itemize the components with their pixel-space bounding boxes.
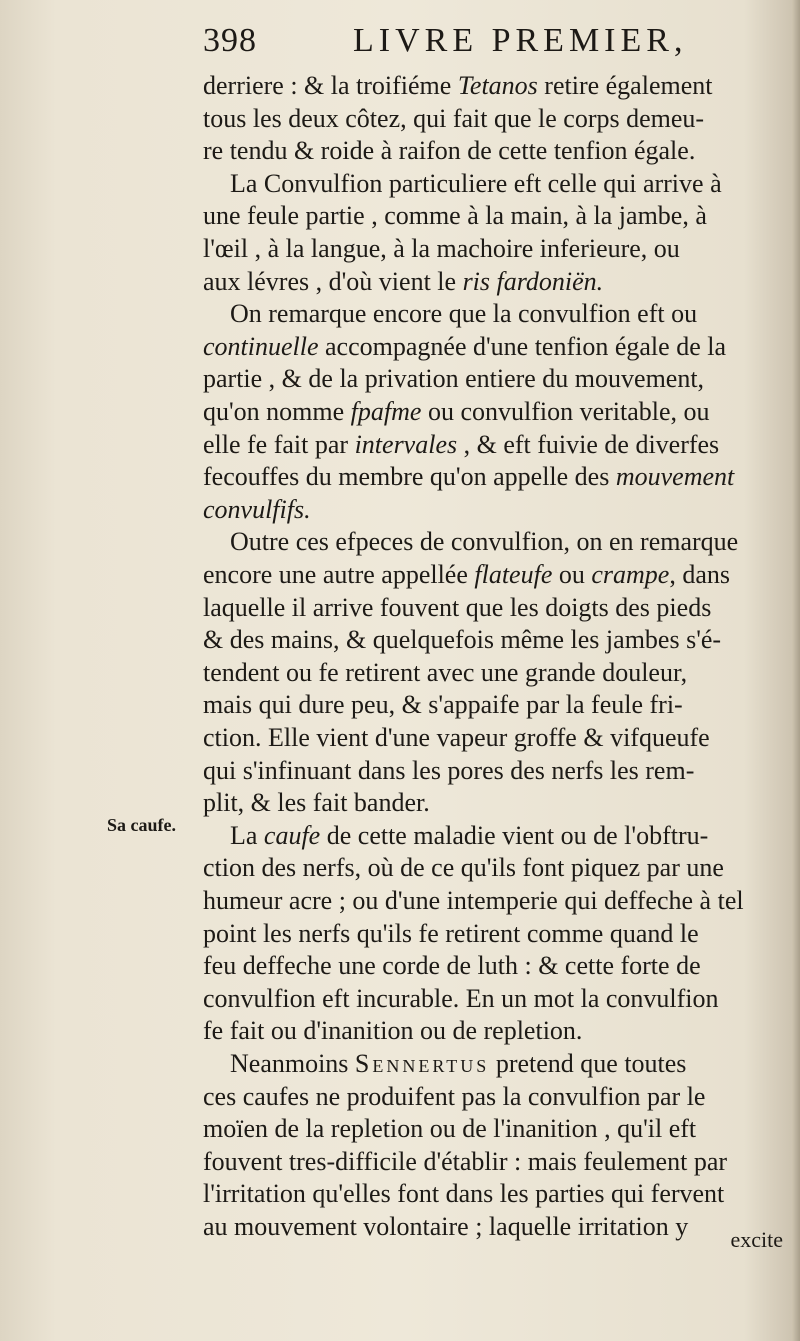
text-run: ction des nerfs, où de ce qu'ils font piquez par une [203,853,724,883]
text-line [203,68,783,104]
text-line [230,296,783,332]
text-line [203,133,783,169]
text-line [203,101,783,137]
margin-note: Sa caufe. [107,815,176,835]
text-run: retire également [537,71,713,100]
text-line [203,1176,783,1212]
text-line [230,1046,783,1082]
italic-term: mouvement [615,462,735,492]
text-run: point les nerfs qu'ils fe retirent comme quand le [203,918,699,948]
text-run: Neanmoins [230,1049,355,1078]
text-run: l'œil , à la langue, à la machoire inferieure, ou [203,234,680,263]
text-line [203,198,783,234]
text-run: ou convulfion veritable, ou [421,397,710,426]
italic-term: ris fardoniën. [462,266,604,296]
text-run: tous les deux côtez, qui fait que le corps demeu- [203,103,705,133]
page-header [203,22,703,66]
text-run: de cette maladie vient ou de l'obftru- [320,820,709,850]
text-run: ou [552,560,592,589]
text-run: une feule partie , comme à la main, à la jambe, à [203,201,707,231]
text-run: tendent ou fe retirent avec une grande douleur, [203,657,688,687]
text-line [203,622,783,658]
text-run: encore une autre appellée [203,560,475,589]
text-line [203,1079,783,1115]
text-run: re tendu & roide à raifon de cette tenfion égale. [203,136,696,166]
text-line [203,687,783,723]
text-line [203,1209,783,1245]
text-line [203,361,783,397]
text-run: feu deffeche une corde de luth : & cette forte de [203,951,701,981]
text-line [203,1144,783,1180]
italic-term: intervales [354,429,458,459]
text-run: mais qui dure peu, & s'appaife par la feule fri- [203,690,683,720]
text-run: On remarque encore que la convulfion eft ou [230,299,698,329]
text-run: , & eft fuivie de diverfes [457,429,720,459]
running-head: LIVRE PREMIER, [353,22,688,59]
text-line [203,557,783,593]
text-run: qui s'infinuant dans les pores des nerfs les rem- [203,755,695,785]
text-run: qu'on nomme [203,397,351,426]
text-line [203,492,783,528]
text-line [203,785,783,821]
text-run: pretend que toutes [489,1049,687,1078]
text-run: Outre ces efpeces de convulfion, on en remarque [230,527,739,557]
text-line [203,948,783,984]
text-run: laquelle il arrive fouvent que les doigts des pieds [203,592,712,622]
text-run: fouvent tres-difficile d'établir : mais feulement par [203,1146,728,1176]
italic-term: crampe [591,560,670,589]
text-run: ction. Elle vient d'une vapeur groffe & vifqueufe [203,723,710,752]
text-line [203,329,783,365]
text-run: l'irritation qu'elles font dans les parties qui fervent [203,1179,725,1209]
author-name: Sennertus [354,1049,490,1078]
italic-term: flateufe [474,560,553,589]
italic-term: Tetanos [457,71,538,100]
text-line [203,1111,783,1147]
text-run: au mouvement volontaire ; laquelle irritation y [203,1212,689,1241]
text-line [230,524,783,560]
text-line [230,818,783,854]
italic-term: caufe [263,820,321,850]
text-line [203,231,783,267]
text-line [203,916,783,952]
text-run: , dans [669,560,731,589]
text-line [203,1013,783,1049]
text-line [203,655,783,691]
text-run: plit, & les fait bander. [203,788,430,818]
text-line [203,394,783,430]
text-run: aux lévres , d'où vient le [203,266,463,296]
text-line [203,720,783,756]
text-run: moïen de la repletion ou de l'inanition , qu'il eft [203,1114,697,1144]
page-edge-shadow [792,0,800,1341]
text-run: accompagnée d'une tenfion égale de la [318,331,726,361]
text-line [203,981,783,1017]
text-run: La Convulfion particuliere eft celle qui arrive à [230,168,722,198]
text-line [203,427,783,463]
text-line [203,753,783,789]
text-run: & des mains, & quelquefois même les jambes s'é- [203,625,722,655]
italic-term: continuelle [203,331,319,361]
text-run: humeur acre ; ou d'une intemperie qui deffeche à tel [203,886,744,915]
text-run: fecouffes du membre qu'on appelle des [203,462,616,492]
text-run: ces caufes ne produifent pas la convulfion par le [203,1081,706,1111]
text-run: La [230,820,264,850]
text-run: fe fait ou d'inanition ou de repletion. [203,1016,583,1046]
text-line [230,166,783,202]
page-number: 398 [203,22,257,59]
italic-term: convulfifs. [203,494,311,524]
text-run: convulfion eft incurable. En un mot la convulfion [203,983,719,1013]
text-line [203,883,783,919]
text-run: derriere : & la troifiéme [203,71,458,100]
catchword: excite [730,1227,783,1252]
text-line [203,459,783,495]
italic-term: fpafme [350,397,422,426]
text-run: partie , & de la privation entiere du mouvement, [203,364,705,394]
text-line [203,850,783,886]
text-line [203,590,783,626]
text-line [203,264,783,300]
text-run: elle fe fait par [203,429,355,459]
